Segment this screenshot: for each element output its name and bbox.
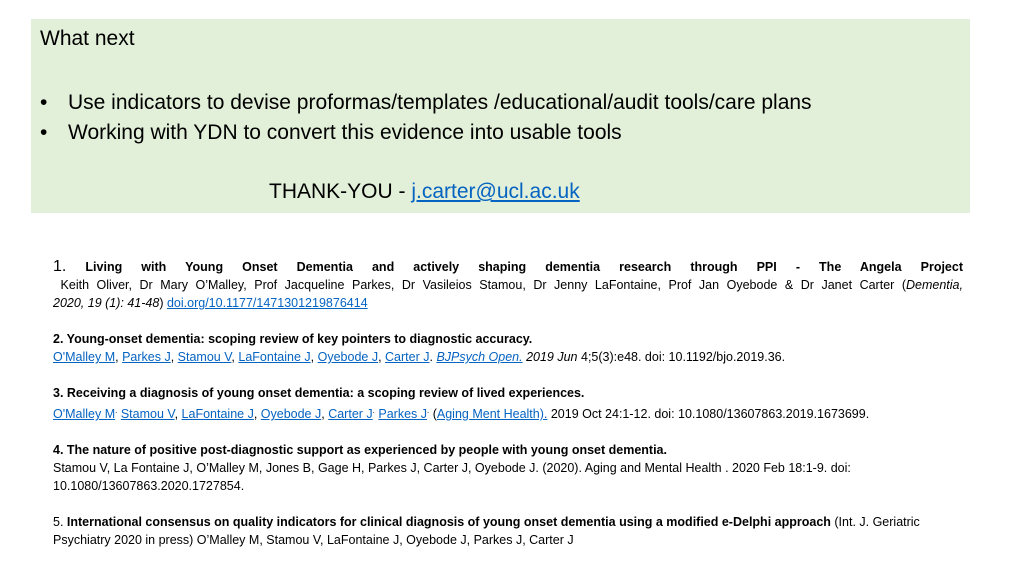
author-link[interactable]: Carter J [328, 407, 373, 422]
what-next-panel [31, 19, 970, 213]
reference-punct: ) [159, 296, 167, 310]
reference-title: 2. Young-onset dementia: scoping review of key pointers to diagnostic accuracy. [53, 332, 533, 346]
author-link[interactable]: O'Malley M [53, 350, 116, 364]
journal-link[interactable]: Aging Ment Health). [436, 407, 548, 422]
reference-title: 3. Receiving a diagnosis of young onset dementia: a scoping review of lived experiences. [53, 386, 585, 400]
reference-number: 1. [53, 258, 67, 275]
reference-4-doi: 10.1080/13607863.2020.1727854. [53, 479, 245, 494]
thank-you-label: THANK-YOU - [269, 180, 412, 203]
reference-number: 5. [53, 515, 67, 530]
author-link[interactable]: LaFontaine J [181, 407, 254, 422]
author-link[interactable]: Parkes J [378, 407, 428, 422]
doi-link[interactable]: doi.org/10.1177/1471301219876414 [166, 296, 368, 310]
author-link[interactable]: LaFontaine J [238, 350, 311, 364]
journal-link[interactable]: BJPsych Open. [436, 350, 523, 364]
author-link[interactable]: Stamou V [177, 350, 232, 364]
reference-title: Living with Young Onset Dementia and actively shaping dementia research through PPI - The Angela Project [85, 260, 963, 274]
reference-title: International consensus on quality indicators for clinical diagnosis of young onset dementia using a modified e-Delphi approach [66, 515, 831, 530]
reference-4 [53, 441, 963, 459]
reference-1-source [53, 294, 963, 312]
author-link[interactable]: O'Malley M [53, 407, 116, 422]
list-item: • Use indicators to devise proformas/templates /educational/audit tools/care plans [40, 88, 812, 118]
reference-4-details: Stamou V, La Fontaine J, O’Malley M, Jones B, Gage H, Parkes J, Carter J, Oyebode J. (2020). Aging and Mental Health . 2020 Feb 18:1-9. doi: [53, 461, 851, 476]
email-link[interactable]: j.carter@ucl.ac.uk [411, 180, 580, 203]
reference-journal: Dementia, [906, 278, 963, 292]
references [53, 258, 963, 549]
reference-details: 4;5(3):e48. doi: 10.1192/bjo.2019.36. [577, 350, 786, 364]
reference-1-authors [53, 276, 963, 294]
panel-title: What next [40, 27, 135, 50]
reference-volume: 2020, 19 (1): 41-48 [53, 296, 160, 310]
author-link[interactable]: Oyebode J [317, 350, 379, 364]
author-link[interactable]: Oyebode J [260, 407, 322, 422]
reference-5 [53, 513, 963, 549]
reference-3-authors: O'Malley M. Stamou V, LaFontaine J, Oyebode J, Carter J. Parkes J. (Aging Ment Health). 2019 Oct 24:1-12. doi: 10.1080/13607863.2019.1673699. [53, 406, 870, 422]
author-link[interactable]: Parkes J [122, 350, 171, 364]
next-steps-list [40, 88, 812, 148]
author-link[interactable]: Carter J [385, 350, 430, 364]
reference-details: (Int. J. Geriatric Psychiatry 2020 in press) O’Malley M, Stamou V, LaFontaine J, Oyebode J, Parkes J, Carter J [53, 515, 920, 548]
reference-3 [53, 384, 963, 402]
reference-authors: Keith Oliver, Dr Mary O’Malley, Prof Jacqueline Parkes, Dr Vasileios Stamou, Dr Jenny LaFontaine, Prof Jan Oyebode & Dr Janet Carter ( [53, 278, 906, 292]
reference-1 [53, 258, 963, 276]
list-item: • Working with YDN to convert this evidence into usable tools [40, 118, 812, 148]
reference-2 [53, 330, 963, 348]
reference-2-authors: O'Malley M, Parkes J, Stamou V, LaFontaine J, Oyebode J, Carter J. BJPsych Open. 2019 Jun 4;5(3):e48. doi: 10.1192/bjo.2019.36. [53, 350, 786, 364]
reference-details: 2019 Oct 24:1-12. doi: 10.1080/13607863.2019.1673699. [547, 407, 870, 422]
thank-you-line [269, 180, 580, 204]
reference-date: 2019 Jun [526, 350, 578, 364]
author-link[interactable]: Stamou V [120, 407, 175, 422]
reference-title: 4. The nature of positive post-diagnostic support as experienced by people with young onset dementia. [53, 443, 667, 458]
